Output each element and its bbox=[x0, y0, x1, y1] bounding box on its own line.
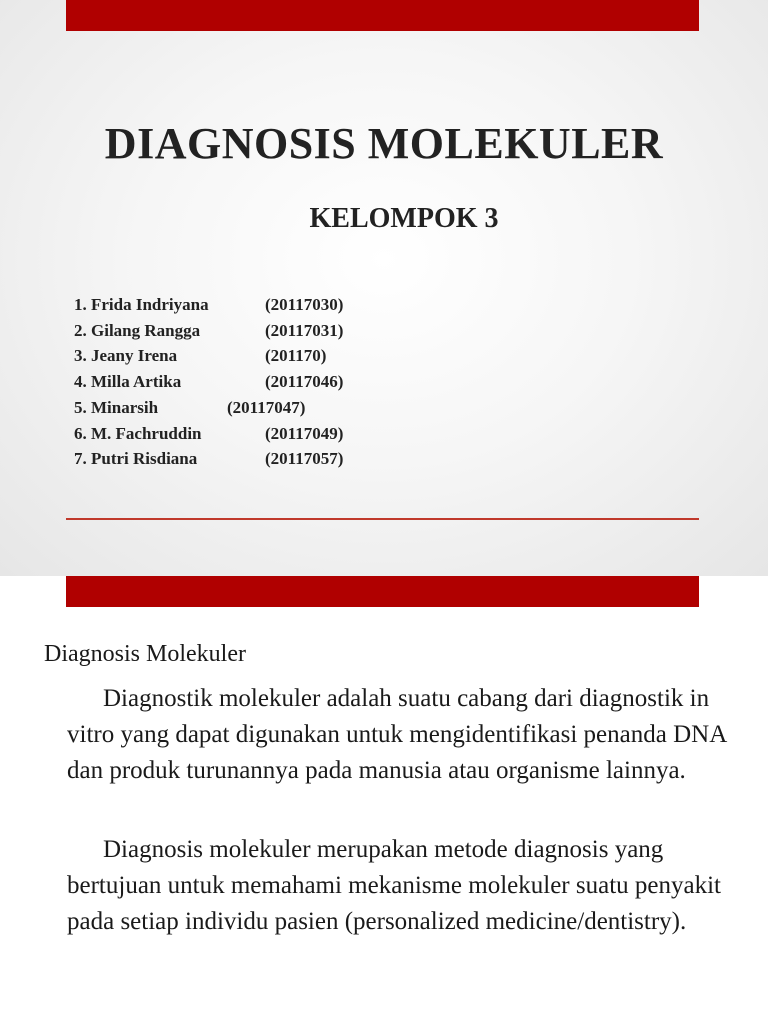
member-name: 2. Gilang Rangga bbox=[74, 320, 201, 340]
slide-subtitle: KELOMPOK 3 bbox=[309, 203, 499, 234]
member-id: (201170) bbox=[265, 346, 327, 366]
list-item bbox=[74, 395, 343, 421]
member-id: (20117047) bbox=[227, 397, 306, 417]
list-item bbox=[74, 343, 343, 369]
list-item bbox=[74, 421, 343, 447]
member-id: (20117049) bbox=[265, 423, 344, 443]
member-id: (20117031) bbox=[265, 320, 344, 340]
member-name: 7. Putri Risdiana bbox=[74, 449, 198, 469]
member-name: 4. Milla Artika bbox=[74, 372, 182, 392]
list-item bbox=[74, 369, 343, 395]
list-item bbox=[74, 446, 343, 472]
section-divider bbox=[66, 518, 699, 520]
paragraph: Diagnosis molekuler merupakan metode diagnosis yang bertujuan untuk memahami mekanisme molekuler suatu penyakit pada setiap individu pasien (personalized medicine/dentistry). bbox=[67, 836, 721, 935]
top-accent-bar bbox=[66, 576, 699, 607]
member-id: (20117030) bbox=[265, 295, 344, 314]
member-id: (20117046) bbox=[265, 372, 344, 392]
section-heading: Diagnosis Molekuler bbox=[44, 641, 246, 667]
member-name: 1. Frida Indriyana bbox=[74, 295, 209, 314]
member-name: 3. Jeany Irena bbox=[74, 346, 178, 366]
member-name: 5. Minarsih bbox=[74, 397, 159, 417]
paragraph: Diagnostik molekuler adalah suatu cabang dari diagnostik in vitro yang dapat digunakan untuk mengidentifikasi penanda DNA dan produk turunannya pada manusia atau organisme lainnya. bbox=[67, 685, 726, 784]
top-accent-bar bbox=[66, 0, 699, 31]
member-name: 6. M. Fachruddin bbox=[74, 423, 202, 443]
slide-title: DIAGNOSIS MOLEKULER bbox=[104, 119, 664, 168]
list-item bbox=[74, 318, 343, 344]
content-slide bbox=[0, 576, 768, 1024]
member-id: (20117057) bbox=[265, 449, 344, 469]
member-list bbox=[74, 292, 343, 472]
list-item bbox=[74, 292, 343, 318]
